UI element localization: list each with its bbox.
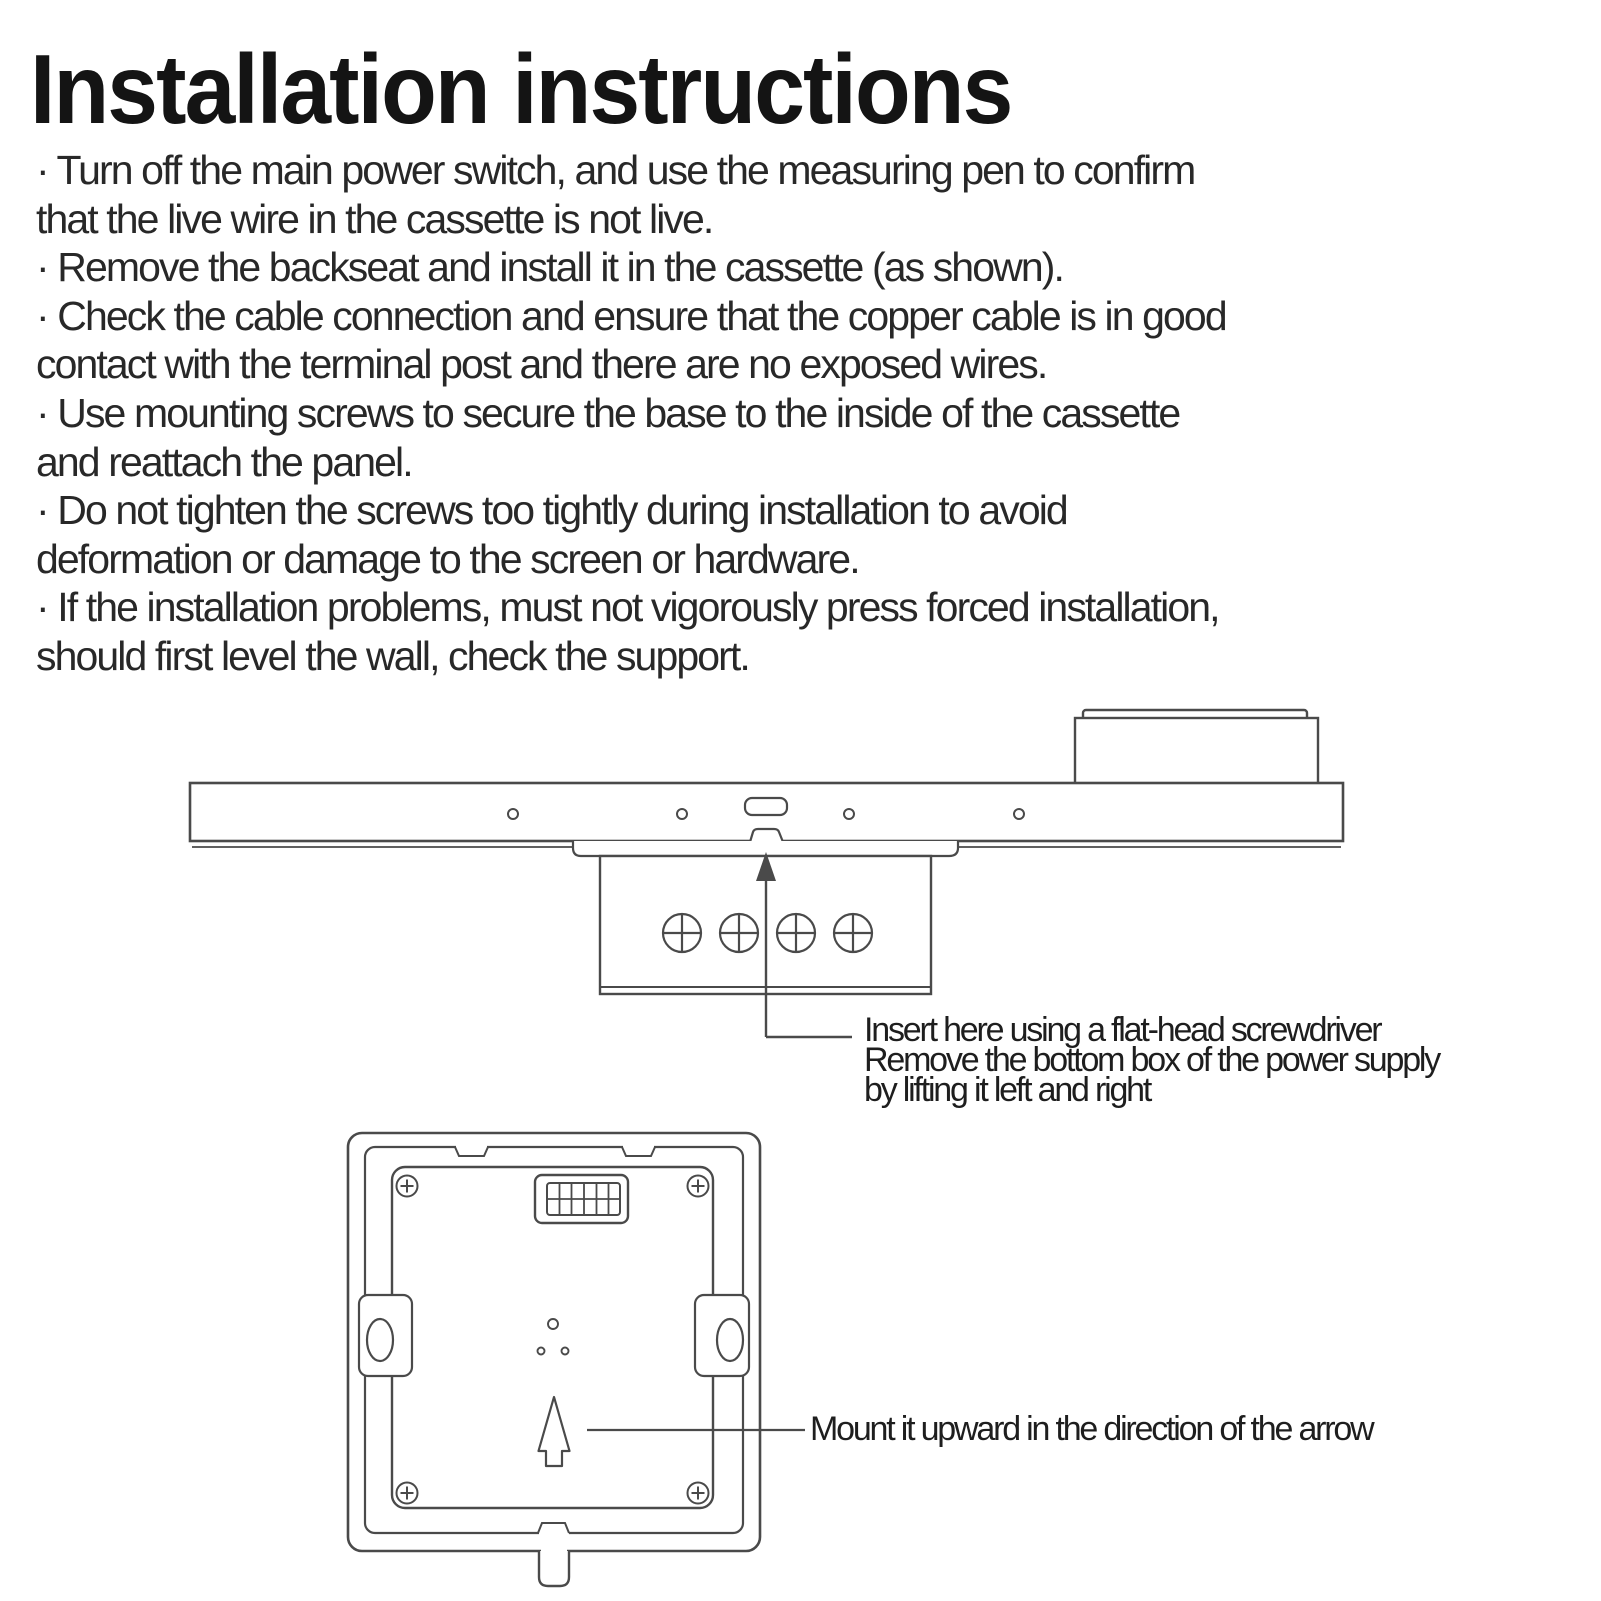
screw-icon xyxy=(397,1483,418,1504)
wire-connector xyxy=(535,1175,628,1223)
mount-annotation: Mount it upward in the direction of the arrow xyxy=(810,1410,1373,1448)
instruction-line: that the live wire in the cassette is not live. xyxy=(36,195,713,242)
instruction-list xyxy=(36,146,1226,681)
screw-icon xyxy=(663,914,701,952)
screw-icon xyxy=(720,914,758,952)
instruction-line: deformation or damage to the screen or hardware. xyxy=(36,535,859,582)
mounting-plate-back-diagram xyxy=(348,1133,805,1586)
annotation-line: by lifting it left and right xyxy=(864,1070,1151,1109)
annotation-line: Remove the bottom box of the power supply xyxy=(864,1040,1440,1079)
panel-side-view-diagram xyxy=(190,710,1343,1037)
instruction-line: · Use mounting screws to secure the base to the inside of the cassette xyxy=(36,389,1180,436)
oval-hole xyxy=(717,1319,743,1361)
screw-icon xyxy=(688,1483,709,1504)
instruction-line: should first level the wall, check the support. xyxy=(36,632,749,679)
oval-hole xyxy=(367,1319,393,1361)
insert-annotation xyxy=(864,1011,1440,1109)
bottom-notch xyxy=(538,1523,569,1535)
screw-icon xyxy=(834,914,872,952)
instruction-line: and reattach the panel. xyxy=(36,438,412,485)
power-supply-box xyxy=(1075,710,1318,784)
annotation-line: Insert here using a flat-head screwdriver xyxy=(864,1011,1381,1049)
page-title: Installation instructions xyxy=(30,34,1012,144)
instruction-line: · Remove the backseat and install it in the cassette (as shown). xyxy=(36,244,1063,291)
screw-icon xyxy=(397,1176,418,1197)
instruction-line: · Do not tighten the screws too tightly during installation to avoid xyxy=(36,487,1067,534)
screw-icon xyxy=(777,914,815,952)
bottom-tab xyxy=(539,1546,569,1586)
instruction-line: · Check the cable connection and ensure that the copper cable is in good xyxy=(36,292,1226,339)
instruction-line: · Turn off the main power switch, and use the measuring pen to confirm xyxy=(36,147,1195,193)
release-tab xyxy=(750,829,783,842)
screw-icon xyxy=(688,1176,709,1197)
instruction-line: contact with the terminal post and there are no exposed wires. xyxy=(36,341,1047,388)
instruction-line: · If the installation problems, must not vigorously press forced installation, xyxy=(36,584,1219,631)
